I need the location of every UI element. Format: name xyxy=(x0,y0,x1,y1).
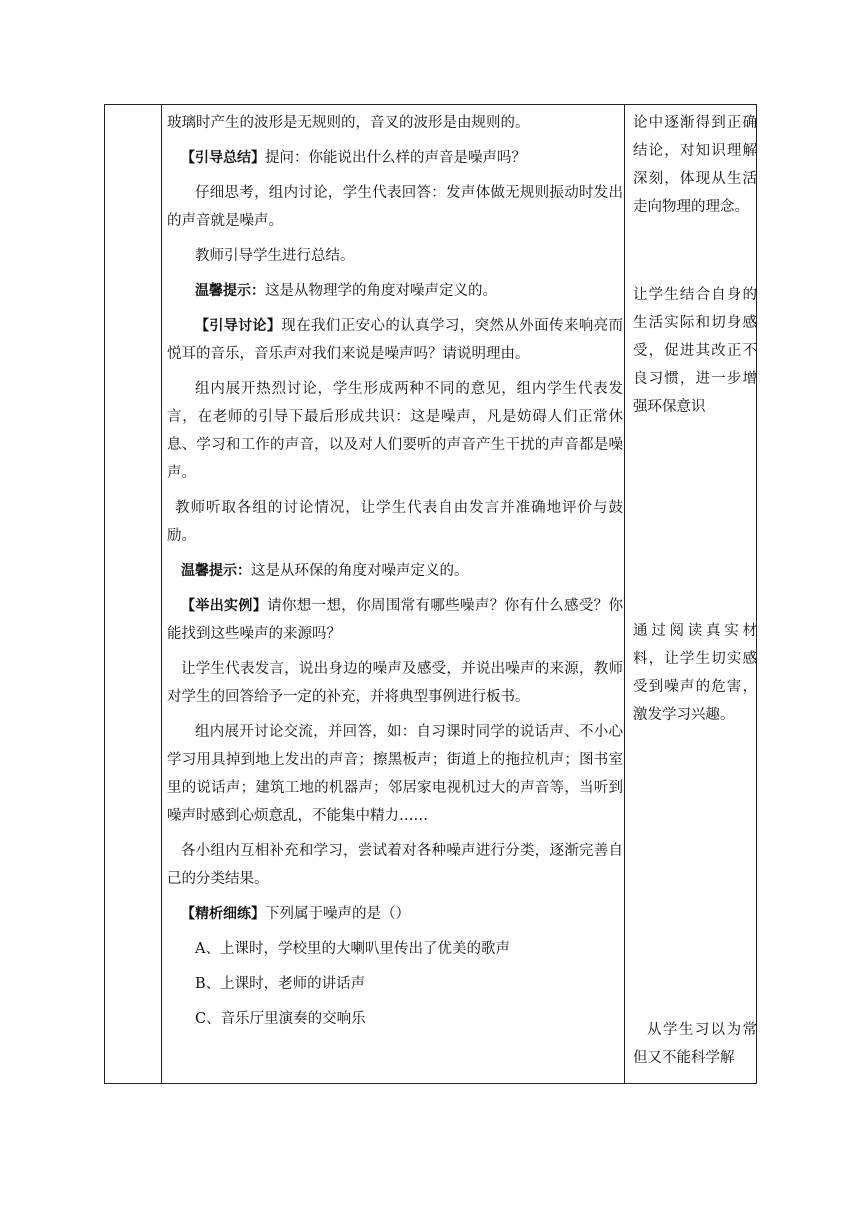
section-tag: 【精析细练】 xyxy=(181,906,265,922)
paragraph: 教师听取各组的讨论情况，让学生代表自由发言并准确地评价与鼓励。 xyxy=(167,500,623,544)
side-note: 论中逐渐得到正确结论，对知识理解深刻，体现从生活走向物理的理念。 xyxy=(633,115,757,215)
paragraph: 仔细思考，组内讨论，学生代表回答：发声体做无规则振动时发出的声音就是噪声。 xyxy=(167,185,623,229)
paragraph: 各小组内互相补充和学习，尝试着对各种噪声进行分类，逐渐完善自己的分类结果。 xyxy=(167,843,623,887)
option-c: C、音乐厅里演奏的交响乐 xyxy=(195,1011,366,1027)
section-tag: 【举出实例】 xyxy=(181,598,268,614)
side-note: 通过阅读真实材料，让学生切实感受到噪声的危害，激发学习兴趣。 xyxy=(633,623,757,723)
side-note: 从学生习以为常但又不能科学解 xyxy=(633,1022,757,1066)
paragraph: 让学生代表发言，说出身边的噪声及感受，并说出噪声的来源，教师对学生的回答给予一定的补充，并将典型事例进行板书。 xyxy=(167,661,623,705)
lesson-table xyxy=(104,104,757,1084)
column-divider xyxy=(624,105,625,1083)
paragraph: 教师引导学生进行总结。 xyxy=(195,248,355,264)
option-b: B、上课时，老师的讲话声 xyxy=(195,976,366,992)
option-a: A、上课时，学校里的大喇叭里传出了优美的歌声 xyxy=(195,941,510,957)
paragraph: 【引导讨论】现在我们正安心的认真学习，突然从外面传来响亮而悦耳的音乐，音乐声对我们来说是噪声吗？请说明理由。 xyxy=(167,318,623,362)
column-divider xyxy=(161,105,162,1083)
tip-tag: 温馨提示： xyxy=(195,283,265,299)
paragraph: 温馨提示：这是从环保的角度对噪声定义的。 xyxy=(181,563,469,579)
paragraph: 组内展开讨论交流，并回答，如：自习课时同学的说话声、不小心学习用具掉到地上发出的声音；擦黑板声；街道上的拖拉机声；图书室里的说话声；建筑工地的机器声；邻居家电视机过大的声音等，当听到噪声时感到心烦意乱，不能集中精力…… xyxy=(167,724,623,824)
section-tag: 【引导总结】 xyxy=(181,150,265,166)
paragraph: 玻璃时产生的波形是无规则的，音叉的波形是由规则的。 xyxy=(167,115,530,131)
section-tag: 【引导讨论】 xyxy=(195,318,282,334)
paragraph: 【举出实例】请你想一想，你周围常有哪些噪声？你有什么感受？你能找到这些噪声的来源吗？ xyxy=(167,598,624,642)
paragraph: 温馨提示：这是从物理学的角度对噪声定义的。 xyxy=(195,283,497,299)
paragraph: 组内展开热烈讨论，学生形成两种不同的意见，组内学生代表发言，在老师的引导下最后形成共识：这是噪声，凡是妨碍人们正常休息、学习和工作的声音，以及对人们要听的声音产生干扰的声音都是噪声。 xyxy=(167,381,623,481)
paragraph: 【精析细练】下列属于噪声的是（） xyxy=(181,906,410,922)
paragraph: 【引导总结】提问：你能说出什么样的声音是噪声吗？ xyxy=(181,150,526,166)
teaching-process-cell xyxy=(167,109,623,1040)
tip-tag: 温馨提示： xyxy=(181,563,251,579)
side-note: 让学生结合自身的生活实际和切身感受，促进其改正不良习惯，进一步增强环保意识 xyxy=(633,287,757,415)
